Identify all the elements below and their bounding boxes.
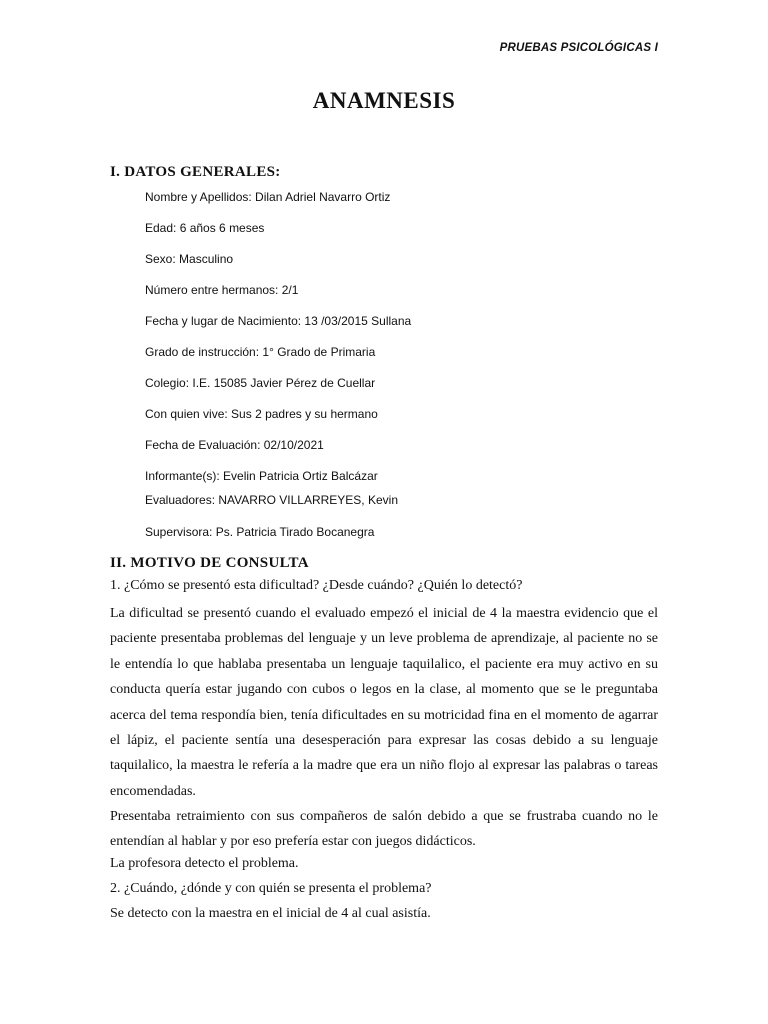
section-title-motivo-consulta: II. MOTIVO DE CONSULTA: [110, 555, 309, 571]
field-grado-instruccion: Grado de instrucción: 1° Grado de Primaria: [145, 345, 376, 359]
field-colegio: Colegio: I.E. 15085 Javier Pérez de Cuellar: [145, 376, 376, 390]
answer-2: Se detecto con la maestra en el inicial de 4 al cual asistía.: [110, 906, 431, 921]
paragraph-retraimiento: Presentaba retraimiento con sus compañeros de salón debido a que se frustraba cuando no le entendían al hablar y por eso prefería estar con juegos didácticos.: [110, 809, 658, 850]
field-supervisora: Supervisora: Ps. Patricia Tirado Bocanegra: [145, 525, 375, 539]
field-fecha-evaluacion: Fecha de Evaluación: 02/10/2021: [145, 438, 324, 452]
field-evaluadores: Evaluadores: NAVARRO VILLARREYES, Kevin: [145, 493, 398, 507]
question-2: 2. ¿Cuándo, ¿dónde y con quién se presenta el problema?: [110, 881, 432, 896]
field-edad: Edad: 6 años 6 meses: [145, 221, 265, 235]
line-profesora: La profesora detecto el problema.: [110, 856, 299, 871]
section-title-datos-generales: I. DATOS GENERALES:: [110, 164, 281, 180]
field-sexo: Sexo: Masculino: [145, 252, 234, 266]
field-fecha-nacimiento: Fecha y lugar de Nacimiento: 13 /03/2015 Sullana: [145, 314, 412, 328]
field-nombre: Nombre y Apellidos: Dilan Adriel Navarro Ortiz: [145, 190, 391, 204]
question-1: 1. ¿Cómo se presentó esta dificultad? ¿Desde cuándo? ¿Quién lo detectó?: [110, 578, 523, 593]
field-informante: Informante(s): Evelin Patricia Ortiz Balcázar: [145, 469, 378, 483]
paragraph-dificultad: La dificultad se presentó cuando el evaluado empezó el inicial de 4 la maestra evidencio que el paciente presentaba problemas del lenguaje y un leve problema de aprendizaje, al paciente no se le entendía lo que hablaba presentaba un lenguaje taquilalico, el paciente era muy activo en su conducta quería estar jugando con cubos o legos en la clase, al momento que se le preguntaba acerca del tema respondía bien, tenía dificultades en su motricidad fina en el momento de agarrar el lápiz, el paciente sentía una desesperación para expresar las cosas debido a su lenguaje taquilalico, la maestra le refería a la madre que era un niño flojo al expresar las palabras o tareas encomendadas.: [110, 606, 658, 799]
running-header: PRUEBAS PSICOLÓGICAS I: [499, 42, 658, 54]
document-title: ANAMNESIS: [312, 88, 456, 113]
field-con-quien-vive: Con quien vive: Sus 2 padres y su hermano: [145, 407, 378, 421]
field-numero-hermanos: Número entre hermanos: 2/1: [145, 283, 299, 297]
